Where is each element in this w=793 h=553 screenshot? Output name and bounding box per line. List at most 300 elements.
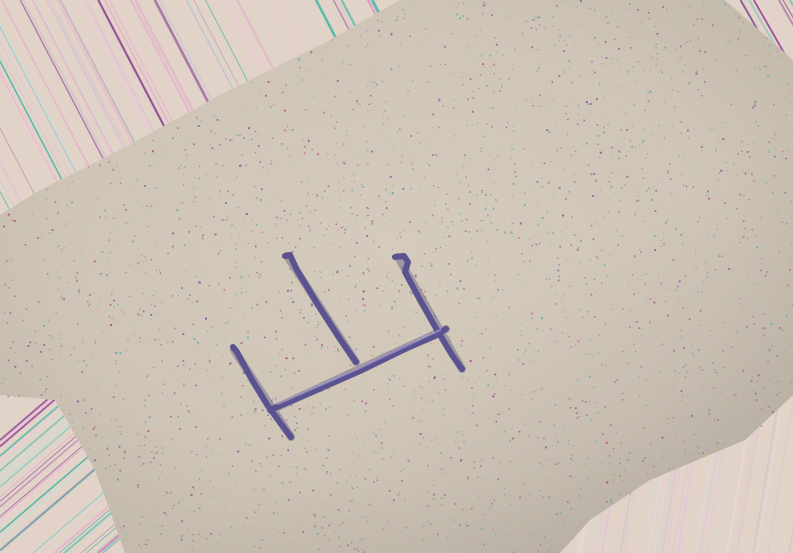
speckle: [150, 259, 151, 260]
speckle: [428, 522, 429, 523]
speckle: [301, 79, 303, 81]
speckle: [580, 0, 582, 2]
speckle: [548, 549, 550, 551]
speckle: [446, 193, 447, 194]
speckle: [768, 53, 770, 55]
speckle: [59, 245, 60, 246]
speckle: [376, 477, 377, 478]
speckle: [786, 365, 787, 366]
speckle: [173, 531, 174, 532]
speckle: [662, 72, 664, 74]
speckle: [284, 129, 285, 130]
speckle: [735, 174, 737, 176]
speckle: [505, 385, 506, 386]
speckle: [481, 333, 482, 334]
speckle: [641, 22, 643, 24]
speckle: [506, 14, 507, 15]
speckle: [220, 250, 221, 251]
speckle: [786, 158, 787, 159]
speckle: [649, 91, 651, 93]
speckle: [366, 30, 367, 31]
speckle: [634, 255, 636, 257]
speckle: [660, 283, 662, 285]
speckle: [388, 331, 390, 333]
speckle: [438, 187, 439, 188]
speckle: [258, 508, 259, 509]
speckle: [460, 280, 462, 282]
speckle: [661, 246, 662, 247]
speckle: [557, 330, 558, 331]
speckle: [346, 481, 347, 482]
speckle: [767, 405, 769, 407]
speckle: [41, 394, 43, 396]
speckle: [80, 236, 81, 237]
speckle: [420, 333, 421, 334]
speckle: [232, 323, 233, 324]
speckle: [357, 215, 359, 217]
speckle: [177, 210, 179, 212]
speckle: [305, 469, 306, 470]
speckle: [480, 30, 481, 31]
speckle: [219, 438, 221, 440]
speckle: [671, 89, 673, 91]
speckle: [388, 391, 389, 392]
speckle: [701, 303, 702, 304]
speckle: [632, 66, 633, 67]
speckle: [111, 419, 112, 420]
speckle: [331, 115, 332, 116]
speckle: [369, 68, 370, 69]
speckle: [536, 29, 537, 30]
speckle: [353, 500, 354, 501]
speckle: [513, 130, 515, 132]
speckle: [584, 464, 586, 466]
speckle: [206, 175, 207, 176]
speckle: [119, 243, 120, 244]
speckle: [241, 109, 242, 110]
speckle: [665, 222, 667, 224]
speckle: [479, 337, 480, 338]
speckle: [429, 381, 430, 382]
speckle: [105, 217, 106, 218]
speckle: [461, 430, 462, 431]
speckle: [728, 268, 730, 270]
speckle: [487, 241, 488, 242]
speckle: [552, 16, 553, 17]
speckle: [94, 261, 96, 263]
speckle: [330, 494, 332, 496]
speckle: [13, 341, 14, 342]
speckle: [184, 245, 186, 247]
speckle: [172, 341, 173, 342]
speckle: [494, 274, 496, 276]
speckle: [508, 408, 509, 409]
speckle: [402, 9, 404, 11]
speckle: [195, 276, 197, 278]
speckle: [432, 358, 434, 360]
speckle: [664, 102, 665, 103]
speckle: [428, 164, 430, 166]
speckle: [335, 96, 336, 97]
speckle: [655, 65, 656, 66]
speckle: [777, 51, 778, 52]
speckle: [164, 495, 165, 496]
speckle: [733, 395, 734, 396]
speckle: [675, 376, 676, 377]
speckle: [433, 402, 434, 403]
speckle: [468, 476, 469, 477]
speckle: [662, 437, 664, 439]
speckle: [510, 157, 511, 158]
speckle: [254, 257, 256, 259]
speckle: [14, 220, 16, 222]
speckle: [183, 185, 184, 186]
speckle: [401, 162, 402, 163]
speckle: [298, 219, 299, 220]
speckle: [442, 105, 443, 106]
speckle: [175, 198, 176, 199]
speckle: [218, 533, 219, 534]
speckle: [118, 210, 119, 211]
speckle: [403, 230, 404, 231]
speckle: [110, 465, 111, 466]
speckle: [308, 140, 310, 142]
speckle: [409, 459, 410, 460]
speckle: [82, 427, 83, 428]
speckle: [490, 73, 491, 74]
speckle: [480, 220, 481, 221]
speckle: [681, 390, 683, 392]
speckle: [219, 144, 220, 145]
speckle: [459, 447, 460, 448]
speckle: [94, 427, 96, 429]
speckle: [357, 271, 358, 272]
speckle: [239, 237, 240, 238]
speckle: [373, 481, 374, 482]
speckle: [650, 256, 651, 257]
speckle: [314, 336, 316, 338]
speckle: [274, 265, 275, 266]
speckle: [235, 227, 236, 228]
speckle: [550, 242, 551, 243]
speckle: [171, 184, 172, 185]
speckle: [378, 274, 379, 275]
speckle: [745, 173, 747, 175]
speckle: [557, 270, 559, 272]
speckle: [567, 119, 569, 121]
speckle: [731, 215, 732, 216]
speckle: [77, 272, 79, 274]
speckle: [399, 493, 400, 494]
speckle: [587, 311, 589, 313]
speckle: [780, 392, 781, 393]
speckle: [295, 247, 296, 248]
speckle: [378, 30, 380, 32]
speckle: [593, 173, 595, 175]
speckle: [287, 124, 288, 125]
speckle: [87, 301, 89, 303]
speckle: [294, 372, 296, 374]
speckle: [209, 360, 211, 362]
speckle: [447, 208, 449, 210]
speckle: [123, 204, 125, 206]
speckle: [566, 113, 567, 114]
speckle: [106, 274, 108, 276]
speckle: [692, 352, 694, 354]
speckle: [102, 438, 103, 439]
speckle: [591, 225, 592, 226]
speckle: [281, 317, 283, 319]
speckle: [447, 536, 449, 538]
speckle: [2, 383, 3, 384]
speckle: [155, 242, 156, 243]
speckle: [720, 170, 722, 172]
speckle: [765, 275, 767, 277]
speckle: [754, 149, 755, 150]
speckle: [75, 277, 76, 278]
speckle: [382, 290, 384, 292]
speckle: [323, 112, 325, 114]
speckle: [130, 219, 131, 220]
speckle: [427, 465, 428, 466]
speckle: [541, 330, 542, 331]
speckle: [487, 385, 489, 387]
speckle: [609, 177, 610, 178]
speckle: [569, 67, 570, 68]
speckle: [129, 408, 130, 409]
speckle: [790, 382, 791, 383]
speckle: [590, 420, 591, 421]
speckle: [337, 80, 339, 82]
speckle: [304, 468, 305, 469]
speckle: [206, 456, 207, 457]
speckle: [635, 146, 636, 147]
speckle: [367, 110, 368, 111]
speckle: [483, 544, 484, 545]
speckle: [144, 445, 145, 446]
speckle: [598, 352, 599, 353]
speckle: [717, 376, 718, 377]
speckle: [611, 172, 612, 173]
speckle: [93, 428, 94, 429]
speckle: [69, 414, 71, 416]
speckle: [595, 222, 596, 223]
speckle: [546, 232, 547, 233]
speckle: [324, 190, 326, 192]
speckle: [494, 159, 495, 160]
speckle: [390, 68, 392, 70]
speckle: [394, 301, 396, 303]
speckle: [291, 387, 293, 389]
speckle: [481, 478, 483, 480]
speckle: [216, 344, 217, 345]
speckle: [542, 465, 544, 467]
speckle: [198, 177, 200, 179]
speckle: [193, 143, 195, 145]
speckle: [624, 470, 626, 472]
speckle: [299, 408, 301, 410]
speckle: [570, 261, 571, 262]
speckle: [488, 261, 489, 262]
speckle: [482, 192, 483, 193]
speckle: [452, 225, 453, 226]
speckle: [262, 232, 263, 233]
speckle: [427, 401, 428, 402]
speckle: [738, 17, 740, 19]
speckle: [392, 280, 394, 282]
speckle: [350, 91, 351, 92]
speckle: [299, 312, 301, 314]
speckle: [181, 535, 183, 537]
speckle: [467, 260, 469, 262]
speckle: [717, 179, 719, 181]
speckle: [401, 284, 403, 286]
speckle: [642, 141, 644, 143]
speckle: [193, 510, 195, 512]
speckle: [498, 479, 500, 481]
speckle: [88, 306, 89, 307]
speckle: [446, 304, 447, 305]
speckle: [539, 544, 541, 546]
speckle: [691, 344, 692, 345]
speckle: [688, 164, 689, 165]
speckle: [580, 488, 582, 490]
speckle: [382, 80, 384, 82]
speckle: [115, 363, 116, 364]
speckle: [324, 516, 326, 518]
speckle: [415, 21, 416, 22]
speckle: [110, 232, 111, 233]
speckle: [596, 441, 597, 442]
speckle: [727, 218, 728, 219]
speckle: [4, 284, 6, 286]
speckle: [488, 274, 489, 275]
speckle: [477, 122, 478, 123]
speckle: [599, 335, 600, 336]
speckle: [225, 473, 226, 474]
speckle: [714, 419, 715, 420]
speckle: [327, 471, 328, 472]
speckle: [571, 455, 573, 457]
speckle: [702, 452, 704, 454]
speckle: [251, 231, 252, 232]
speckle: [769, 348, 771, 350]
speckle: [162, 393, 163, 394]
speckle: [755, 283, 756, 284]
speckle: [403, 115, 404, 116]
speckle: [776, 355, 778, 357]
speckle: [549, 405, 550, 406]
speckle: [585, 401, 587, 403]
speckle: [749, 199, 750, 200]
speckle: [660, 149, 661, 150]
speckle: [120, 433, 122, 435]
speckle: [482, 190, 483, 191]
speckle: [139, 523, 140, 524]
speckle: [100, 276, 101, 277]
speckle: [432, 539, 433, 540]
speckle: [390, 379, 391, 380]
speckle: [143, 311, 145, 313]
speckle: [355, 242, 356, 243]
speckle: [322, 197, 323, 198]
speckle: [354, 256, 355, 257]
speckle: [160, 464, 161, 465]
speckle: [357, 487, 358, 488]
speckle: [492, 395, 494, 397]
speckle: [100, 273, 102, 275]
speckle: [507, 123, 508, 124]
speckle: [650, 68, 651, 69]
speckle: [242, 385, 243, 386]
speckle: [430, 263, 431, 264]
speckle: [596, 98, 598, 100]
speckle: [730, 104, 732, 106]
speckle: [59, 277, 61, 279]
speckle: [225, 219, 227, 221]
speckle: [429, 141, 430, 142]
speckle: [622, 480, 623, 481]
speckle: [400, 143, 401, 144]
speckle: [302, 139, 304, 141]
speckle: [175, 467, 176, 468]
speckle: [559, 40, 560, 41]
speckle: [643, 220, 644, 221]
speckle: [689, 332, 691, 334]
speckle: [412, 168, 414, 170]
speckle: [461, 340, 463, 342]
speckle: [195, 363, 196, 364]
speckle: [387, 383, 389, 385]
speckle: [698, 38, 700, 40]
speckle: [663, 81, 664, 82]
speckle: [268, 438, 270, 440]
speckle: [334, 228, 335, 229]
speckle: [566, 318, 567, 319]
speckle: [755, 330, 756, 331]
speckle: [779, 327, 781, 329]
speckle: [200, 120, 201, 121]
speckle: [113, 300, 115, 302]
speckle: [789, 261, 791, 263]
speckle: [575, 235, 576, 236]
speckle: [786, 149, 788, 151]
speckle: [177, 416, 179, 418]
speckle: [756, 400, 757, 401]
speckle: [217, 176, 218, 177]
speckle: [329, 407, 330, 408]
speckle: [341, 115, 342, 116]
speckle: [428, 366, 430, 368]
speckle: [243, 244, 244, 245]
speckle: [769, 350, 771, 352]
speckle: [12, 280, 13, 281]
speckle: [625, 113, 626, 114]
speckle: [277, 514, 278, 515]
speckle: [691, 455, 692, 456]
speckle: [115, 352, 117, 354]
speckle: [568, 444, 569, 445]
speckle: [567, 501, 569, 503]
speckle: [120, 182, 121, 183]
speckle: [577, 379, 578, 380]
speckle: [430, 523, 432, 525]
speckle: [255, 152, 256, 153]
speckle: [456, 13, 458, 15]
speckle: [644, 69, 646, 71]
speckle: [529, 494, 530, 495]
speckle: [565, 105, 567, 107]
